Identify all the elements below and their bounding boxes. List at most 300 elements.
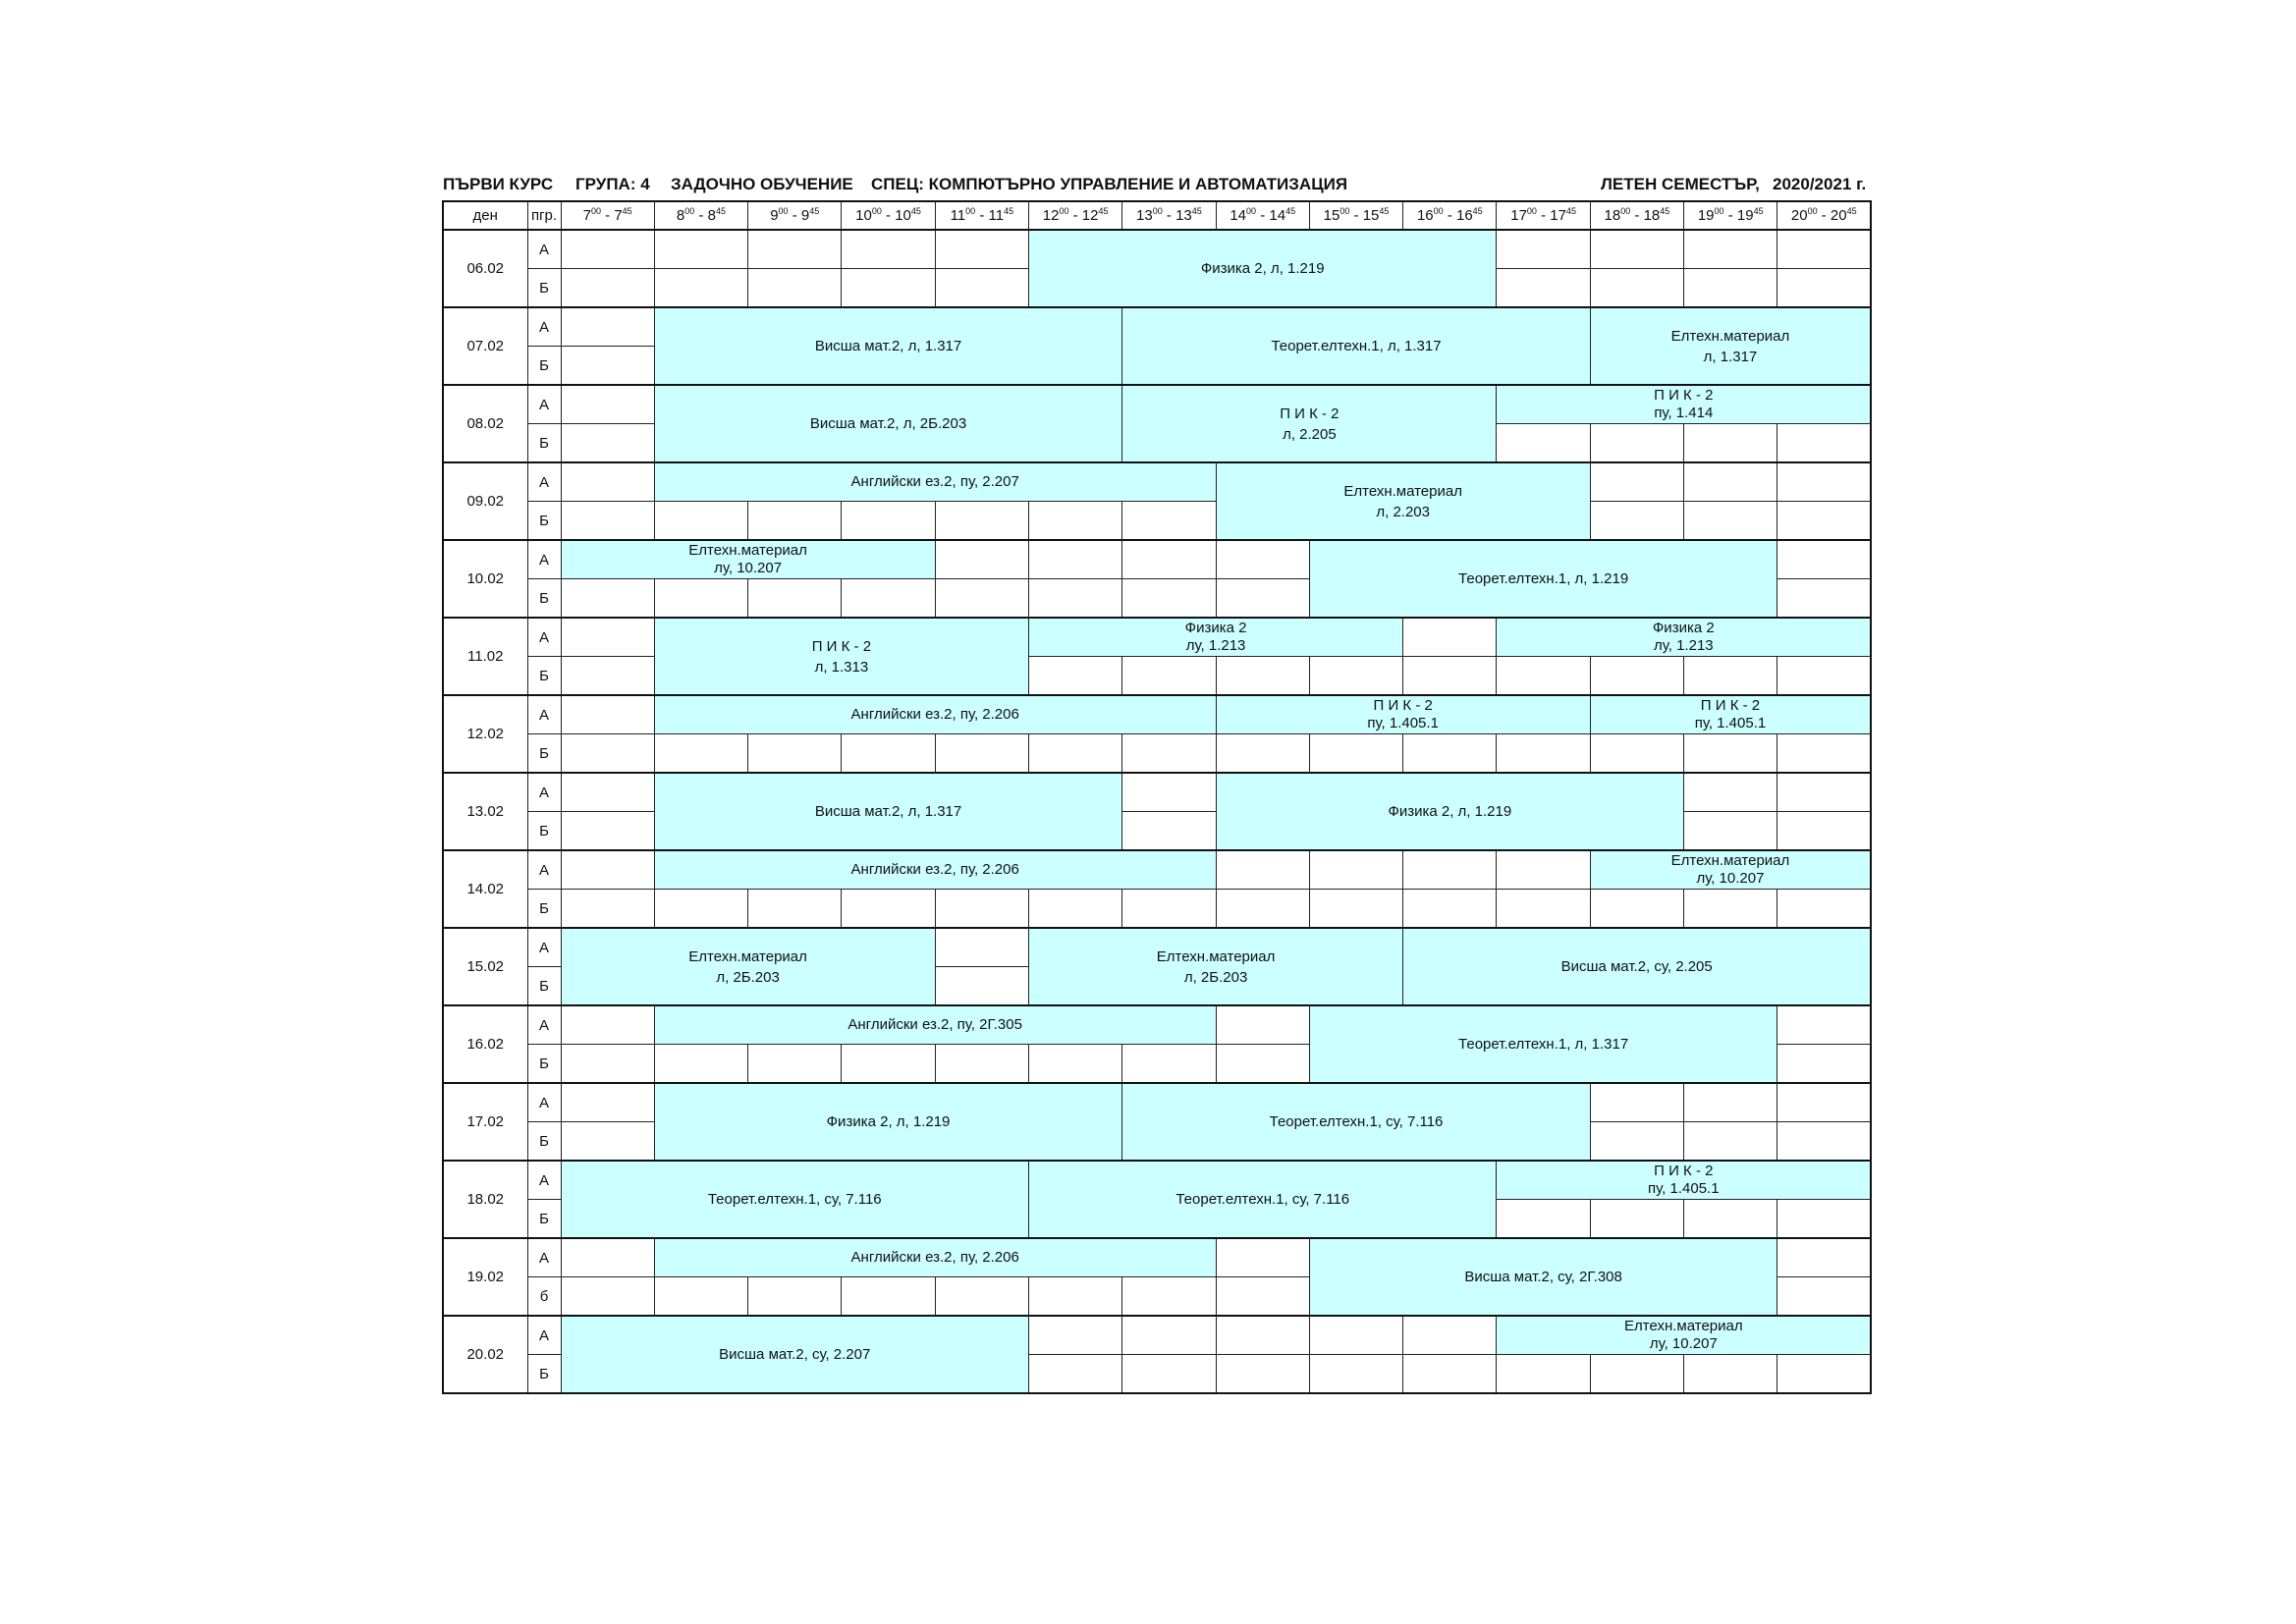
subgroup-label: А — [527, 850, 561, 890]
day-row-subgroup-b — [443, 890, 1871, 929]
empty-slot — [1497, 850, 1590, 890]
class-session-details: л, 1.313 — [814, 658, 869, 676]
empty-slot — [561, 307, 654, 347]
class-session — [1497, 1161, 1871, 1200]
slot-start-minutes: 00 — [1059, 206, 1069, 216]
empty-slot — [654, 230, 747, 269]
slot-start-hour: 13 — [1136, 207, 1153, 224]
empty-slot — [748, 734, 842, 774]
class-session — [1590, 695, 1871, 734]
empty-slot — [1497, 734, 1590, 774]
day-date: 07.02 — [443, 307, 527, 385]
empty-slot — [1777, 579, 1871, 619]
empty-slot — [1684, 269, 1777, 308]
empty-slot — [1684, 734, 1777, 774]
class-session — [561, 928, 935, 1005]
empty-slot — [1216, 890, 1309, 929]
empty-slot — [1497, 230, 1590, 269]
empty-slot — [1777, 890, 1871, 929]
class-session-details: л, 2.203 — [1376, 503, 1430, 520]
empty-slot — [1028, 540, 1121, 579]
empty-slot — [1777, 1277, 1871, 1317]
day-date: 19.02 — [443, 1238, 527, 1316]
slot-dash: - — [1256, 207, 1270, 224]
empty-slot — [561, 385, 654, 424]
subgroup-label: Б — [527, 1200, 561, 1239]
slot-end-minutes: 45 — [715, 206, 726, 216]
time-slot-header — [1216, 201, 1309, 230]
day-date: 14.02 — [443, 850, 527, 928]
empty-slot — [748, 269, 842, 308]
slot-dash: - — [975, 207, 989, 224]
class-session-title: Елтехн.материал — [1343, 482, 1462, 500]
time-slot-header — [1777, 201, 1871, 230]
slot-dash: - — [1068, 207, 1082, 224]
empty-slot — [654, 269, 747, 308]
slot-start-hour: 12 — [1042, 207, 1060, 224]
empty-slot — [1684, 1122, 1777, 1162]
empty-slot — [1590, 1122, 1683, 1162]
day-date: 16.02 — [443, 1005, 527, 1083]
subgroup-label: Б — [527, 502, 561, 541]
empty-slot — [1497, 269, 1590, 308]
subgroup-label: А — [527, 1161, 561, 1200]
empty-slot — [1028, 734, 1121, 774]
class-session-title: Английски ез.2, пу, 2.206 — [850, 706, 1019, 723]
subgroup-label: Б — [527, 1355, 561, 1394]
empty-slot — [561, 657, 654, 696]
class-session — [1309, 1238, 1777, 1316]
empty-slot — [1309, 1355, 1402, 1394]
empty-slot — [1028, 657, 1121, 696]
empty-slot — [1777, 424, 1871, 463]
empty-slot — [1122, 1045, 1216, 1084]
empty-slot — [1590, 657, 1683, 696]
day-date: 12.02 — [443, 695, 527, 773]
empty-slot — [1684, 1200, 1777, 1239]
empty-slot — [748, 1045, 842, 1084]
class-session-details: л, 2Б.203 — [1183, 968, 1248, 986]
day-row-subgroup-a — [443, 695, 1871, 734]
class-session-title: Физика 2 — [1652, 620, 1715, 636]
schedule-header — [443, 175, 1877, 198]
empty-slot — [1590, 1355, 1683, 1394]
subgroup-label: А — [527, 540, 561, 579]
class-session-title: Физика 2, л, 1.219 — [826, 1113, 951, 1130]
empty-slot — [1309, 850, 1402, 890]
empty-slot — [1590, 230, 1683, 269]
empty-slot — [1403, 618, 1497, 657]
empty-slot — [1122, 812, 1216, 851]
class-session-title: Теорет.елтехн.1, су, 7.116 — [1175, 1191, 1350, 1208]
day-date: 18.02 — [443, 1161, 527, 1238]
empty-slot — [1684, 462, 1777, 502]
slot-end-hour: 7 — [614, 207, 623, 224]
empty-slot — [1777, 269, 1871, 308]
day-date: 10.02 — [443, 540, 527, 618]
time-slot-header — [1403, 201, 1497, 230]
empty-slot — [1590, 269, 1683, 308]
empty-slot — [935, 1045, 1028, 1084]
time-slot-header — [561, 201, 654, 230]
empty-slot — [1684, 1355, 1777, 1394]
slot-start-minutes: 00 — [1620, 206, 1631, 216]
class-session-title: Английски ез.2, пу, 2.206 — [850, 1249, 1019, 1266]
slot-end-minutes: 45 — [1846, 206, 1857, 216]
empty-slot — [935, 540, 1028, 579]
empty-slot — [1216, 1238, 1309, 1277]
class-session-title: П И К - 2 — [1373, 697, 1433, 714]
empty-slot — [1309, 657, 1402, 696]
empty-slot — [842, 1045, 935, 1084]
class-session-details: лу, 10.207 — [1696, 870, 1765, 887]
subgroup-label: А — [527, 385, 561, 424]
slot-end-minutes: 45 — [1753, 206, 1764, 216]
day-row-subgroup-b — [443, 502, 1871, 541]
subgroup-label: Б — [527, 579, 561, 619]
slot-end-hour: 15 — [1362, 207, 1380, 224]
subgroup-column-header: пгр. — [527, 201, 561, 230]
empty-slot — [1122, 773, 1216, 812]
subgroup-label: Б — [527, 347, 561, 386]
empty-slot — [1028, 1045, 1121, 1084]
empty-slot — [935, 1277, 1028, 1317]
day-column-header: ден — [443, 201, 527, 230]
empty-slot — [1216, 540, 1309, 579]
empty-slot — [1216, 1277, 1309, 1317]
empty-slot — [561, 424, 654, 463]
slot-start-hour: 18 — [1604, 207, 1621, 224]
class-session-title: Физика 2, л, 1.219 — [1388, 803, 1512, 820]
empty-slot — [1777, 540, 1871, 579]
class-session — [654, 462, 1216, 502]
class-session — [1028, 618, 1402, 657]
empty-slot — [1684, 890, 1777, 929]
empty-slot — [842, 230, 935, 269]
slot-start-hour: 11 — [950, 207, 966, 224]
class-session — [1028, 230, 1496, 307]
slot-start-minutes: 00 — [1526, 206, 1537, 216]
class-session-title: Теорет.елтехн.1, су, 7.116 — [707, 1191, 882, 1208]
class-session — [1497, 618, 1871, 657]
empty-slot — [1403, 657, 1497, 696]
slot-end-minutes: 45 — [622, 206, 632, 216]
subgroup-label: А — [527, 928, 561, 967]
empty-slot — [842, 269, 935, 308]
day-row-subgroup-a — [443, 1083, 1871, 1122]
empty-slot — [748, 230, 842, 269]
slot-end-hour: 8 — [707, 207, 716, 224]
empty-slot — [561, 695, 654, 734]
empty-slot — [561, 230, 654, 269]
empty-slot — [1028, 890, 1121, 929]
day-row-subgroup-a — [443, 928, 1871, 967]
empty-slot — [654, 1045, 747, 1084]
empty-slot — [654, 502, 747, 541]
time-slot-header — [1684, 201, 1777, 230]
empty-slot — [1590, 1200, 1683, 1239]
class-session-title: П И К - 2 — [1700, 697, 1761, 714]
empty-slot — [935, 579, 1028, 619]
class-session-details: л, 2Б.203 — [716, 968, 780, 986]
day-row-subgroup-a — [443, 1005, 1871, 1045]
slot-end-hour: 13 — [1175, 207, 1192, 224]
class-session-details: л, 2.205 — [1283, 425, 1337, 443]
empty-slot — [1216, 850, 1309, 890]
class-session-title: П И К - 2 — [1654, 387, 1714, 404]
class-session — [1122, 385, 1497, 462]
slot-end-hour: 11 — [988, 207, 1005, 224]
class-session-title: Висша мат.2, су, 2.205 — [1560, 958, 1713, 975]
empty-slot — [1028, 579, 1121, 619]
slot-start-hour: 15 — [1323, 207, 1340, 224]
empty-slot — [1122, 657, 1216, 696]
slot-dash: - — [1349, 207, 1363, 224]
slot-end-hour: 10 — [895, 207, 911, 224]
day-date: 20.02 — [443, 1316, 527, 1393]
day-date: 13.02 — [443, 773, 527, 850]
day-row-subgroup-a — [443, 1238, 1871, 1277]
slot-dash: - — [694, 207, 708, 224]
empty-slot — [654, 579, 747, 619]
class-session-title: П И К - 2 — [1280, 405, 1339, 422]
class-session — [654, 695, 1216, 734]
empty-slot — [1403, 890, 1497, 929]
day-row-subgroup-a — [443, 1316, 1871, 1355]
empty-slot — [1497, 657, 1590, 696]
day-date: 17.02 — [443, 1083, 527, 1161]
empty-slot — [1777, 230, 1871, 269]
slot-end-hour: 14 — [1269, 207, 1286, 224]
class-session — [561, 1161, 1028, 1238]
slot-end-hour: 18 — [1643, 207, 1661, 224]
empty-slot — [748, 579, 842, 619]
time-slot-header — [654, 201, 747, 230]
slot-start-hour: 17 — [1510, 207, 1527, 224]
empty-slot — [1403, 1355, 1497, 1394]
empty-slot — [1216, 734, 1309, 774]
empty-slot — [561, 462, 654, 502]
empty-slot — [1497, 890, 1590, 929]
empty-slot — [1122, 1355, 1216, 1394]
slot-start-hour: 7 — [582, 207, 591, 224]
day-row-subgroup-a — [443, 307, 1871, 347]
class-session — [1216, 462, 1590, 540]
empty-slot — [1684, 812, 1777, 851]
class-session — [1497, 1316, 1871, 1355]
slot-start-minutes: 00 — [965, 206, 976, 216]
empty-slot — [842, 890, 935, 929]
empty-slot — [1777, 1238, 1871, 1277]
subgroup-label: Б — [527, 734, 561, 774]
empty-slot — [935, 230, 1028, 269]
subgroup-label: Б — [527, 657, 561, 696]
empty-slot — [1777, 1045, 1871, 1084]
timetable-header-row — [443, 201, 1871, 230]
day-row-subgroup-a — [443, 1161, 1871, 1200]
slot-end-minutes: 45 — [1098, 206, 1109, 216]
timetable-grid — [442, 200, 1872, 1394]
slot-dash: - — [600, 207, 615, 224]
empty-slot — [1122, 540, 1216, 579]
day-row-subgroup-a — [443, 540, 1871, 579]
empty-slot — [1403, 1316, 1497, 1355]
empty-slot — [842, 502, 935, 541]
empty-slot — [561, 734, 654, 774]
empty-slot — [1590, 462, 1683, 502]
slot-dash: - — [881, 207, 896, 224]
class-session — [561, 540, 935, 579]
class-session-title: Висша мат.2, л, 1.317 — [814, 338, 962, 354]
empty-slot — [1028, 1316, 1121, 1355]
class-session — [654, 1083, 1121, 1161]
class-session-title: Елтехн.материал — [688, 947, 807, 965]
empty-slot — [1028, 1277, 1121, 1317]
empty-slot — [1777, 773, 1871, 812]
day-row-subgroup-a — [443, 462, 1871, 502]
empty-slot — [1122, 890, 1216, 929]
class-session — [1028, 1161, 1496, 1238]
empty-slot — [1216, 579, 1309, 619]
empty-slot — [842, 579, 935, 619]
day-row-subgroup-a — [443, 773, 1871, 812]
class-session — [1590, 850, 1871, 890]
class-session — [1590, 307, 1871, 385]
class-session — [561, 1316, 1028, 1393]
slot-start-hour: 20 — [1790, 207, 1808, 224]
subgroup-label: Б — [527, 1122, 561, 1162]
slot-start-minutes: 00 — [778, 206, 789, 216]
day-date: 11.02 — [443, 618, 527, 695]
slot-dash: - — [1817, 207, 1831, 224]
empty-slot — [561, 773, 654, 812]
slot-end-hour: 19 — [1736, 207, 1754, 224]
time-slot-header — [1122, 201, 1216, 230]
empty-slot — [561, 1045, 654, 1084]
subgroup-label: А — [527, 230, 561, 269]
empty-slot — [935, 890, 1028, 929]
empty-slot — [1216, 1355, 1309, 1394]
empty-slot — [1216, 1045, 1309, 1084]
slot-start-minutes: 00 — [1152, 206, 1163, 216]
empty-slot — [654, 734, 747, 774]
class-session-details: лу, 10.207 — [1649, 1335, 1718, 1352]
subgroup-label: А — [527, 695, 561, 734]
empty-slot — [1122, 579, 1216, 619]
slot-end-minutes: 45 — [1285, 206, 1296, 216]
empty-slot — [748, 890, 842, 929]
empty-slot — [1497, 1200, 1590, 1239]
day-row-subgroup-b — [443, 734, 1871, 774]
slot-end-minutes: 45 — [1379, 206, 1390, 216]
class-session — [654, 773, 1121, 850]
day-row-subgroup-a — [443, 618, 1871, 657]
empty-slot — [935, 734, 1028, 774]
empty-slot — [1122, 734, 1216, 774]
empty-slot — [561, 347, 654, 386]
time-slot-header — [748, 201, 842, 230]
time-slot-header — [1309, 201, 1402, 230]
empty-slot — [561, 269, 654, 308]
day-date: 15.02 — [443, 928, 527, 1005]
class-session-title: Теорет.елтехн.1, су, 7.116 — [1269, 1113, 1444, 1130]
slot-dash: - — [1536, 207, 1551, 224]
class-session — [1216, 695, 1590, 734]
empty-slot — [1777, 462, 1871, 502]
empty-slot — [1028, 1355, 1121, 1394]
class-session-title: Висша мат.2, су, 2.207 — [719, 1346, 871, 1363]
class-session — [1309, 540, 1777, 618]
empty-slot — [561, 1277, 654, 1317]
subgroup-label: Б — [527, 967, 561, 1006]
empty-slot — [1777, 1005, 1871, 1045]
empty-slot — [561, 1238, 654, 1277]
empty-slot — [1590, 734, 1683, 774]
class-session — [1122, 1083, 1590, 1161]
empty-slot — [1122, 502, 1216, 541]
subgroup-label: Б — [527, 890, 561, 929]
slot-end-minutes: 45 — [1660, 206, 1670, 216]
class-session — [654, 618, 1028, 695]
slot-start-minutes: 00 — [1714, 206, 1724, 216]
slot-dash: - — [1630, 207, 1644, 224]
slot-end-minutes: 45 — [809, 206, 820, 216]
class-session-title: Елтехн.материал — [1670, 327, 1790, 345]
specialty-label: СПЕЦ: КОМПЮТЪРНО УПРАВЛЕНИЕ И АВТОМАТИЗАЦИЯ — [871, 175, 1348, 193]
class-session-title: Теорет.елтехн.1, л, 1.317 — [1271, 338, 1442, 354]
slot-end-hour: 12 — [1081, 207, 1099, 224]
empty-slot — [1403, 850, 1497, 890]
class-session-details: лу, 10.207 — [714, 560, 783, 576]
academic-year-label: 2020/2021 г. — [1773, 175, 1867, 193]
slot-start-hour: 8 — [676, 207, 685, 224]
class-session — [1028, 928, 1402, 1005]
empty-slot — [1777, 1355, 1871, 1394]
class-session-details: л, 1.317 — [1703, 348, 1758, 365]
class-session — [654, 850, 1216, 890]
empty-slot — [748, 502, 842, 541]
class-session-details: пу, 1.405.1 — [1648, 1180, 1720, 1197]
class-session-details: лу, 1.213 — [1185, 637, 1246, 654]
slot-start-minutes: 00 — [871, 206, 882, 216]
slot-end-minutes: 45 — [1565, 206, 1576, 216]
study-mode-label: ЗАДОЧНО ОБУЧЕНИЕ — [671, 175, 853, 193]
subgroup-label: А — [527, 1238, 561, 1277]
empty-slot — [561, 1122, 654, 1162]
empty-slot — [561, 812, 654, 851]
slot-end-minutes: 45 — [1191, 206, 1202, 216]
slot-start-minutes: 00 — [684, 206, 695, 216]
subgroup-label: А — [527, 773, 561, 812]
time-slot-header — [842, 201, 935, 230]
slot-start-hour: 19 — [1697, 207, 1715, 224]
class-session — [654, 307, 1121, 385]
class-session-title: Елтехн.материал — [1624, 1318, 1743, 1334]
subgroup-label: Б — [527, 269, 561, 308]
empty-slot — [1777, 657, 1871, 696]
class-session-title: Английски ез.2, пу, 2.206 — [850, 861, 1019, 878]
subgroup-label: б — [527, 1277, 561, 1317]
subgroup-label: А — [527, 1316, 561, 1355]
empty-slot — [935, 269, 1028, 308]
empty-slot — [748, 1277, 842, 1317]
subgroup-label: Б — [527, 424, 561, 463]
day-date: 08.02 — [443, 385, 527, 462]
empty-slot — [1497, 1355, 1590, 1394]
empty-slot — [1216, 657, 1309, 696]
empty-slot — [1216, 1005, 1309, 1045]
class-session-details: пу, 1.405.1 — [1694, 715, 1767, 731]
